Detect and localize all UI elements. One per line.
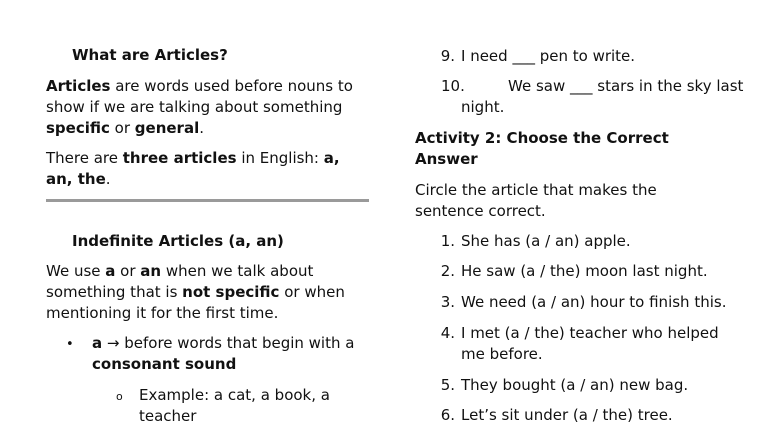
bold-a-bullet: a — [92, 334, 103, 352]
list-number: 6. — [440, 406, 455, 424]
text-span: → before words that begin with a — [102, 334, 355, 352]
paragraph-articles-definition — [46, 76, 376, 139]
bold-consonant-sound: consonant sound — [92, 355, 237, 373]
text-span: when we talk about something that is — [46, 262, 314, 301]
text-span: or when mentioning it for the first time. — [46, 283, 345, 322]
sub-bullet-example: Example: a cat, a book, a teacher — [139, 386, 330, 425]
list-number: 5. — [440, 376, 455, 394]
heading-indefinite-articles: Indefinite Articles (a, an) — [72, 232, 284, 250]
list-item-text: I met (a / the) teacher who helped me before. — [461, 324, 719, 363]
text-span: There are — [46, 149, 123, 167]
paragraph-indefinite-usage — [46, 261, 364, 324]
list-number: 4. — [440, 324, 455, 342]
activity-instruction: Circle the article that makes the sentence correct. — [415, 181, 657, 220]
sub-bullet-circle-icon: o — [116, 390, 123, 403]
list-item-text: I need ___ pen to write. — [461, 47, 636, 65]
text-span: or — [115, 262, 141, 280]
list-number: 2. — [440, 262, 455, 280]
bold-an: an — [140, 262, 162, 280]
list-item-text: She has (a / an) apple. — [461, 232, 631, 250]
bold-specific: specific — [46, 119, 110, 137]
bullet-a-consonant — [92, 333, 372, 375]
list-number: 3. — [440, 293, 455, 311]
paragraph-three-articles — [46, 148, 368, 190]
list-item-text: They bought (a / an) new bag. — [461, 376, 689, 394]
text-span: or — [109, 119, 135, 137]
activity-2-title: Activity 2: Choose the Correct Answer — [415, 129, 669, 168]
text-span: . — [105, 170, 111, 188]
bold-not-specific: not specific — [182, 283, 280, 301]
list-item-text: He saw (a / the) moon last night. — [461, 262, 708, 280]
text-span: . — [199, 119, 204, 137]
list-item-text: Let’s sit under (a / the) tree. — [461, 406, 673, 424]
list-item-text: We saw ___ stars in the sky last night. — [461, 77, 744, 116]
bold-articles: Articles — [46, 77, 111, 95]
bold-three-articles: three articles — [122, 149, 237, 167]
list-number: 10. — [441, 77, 465, 95]
bold-a-an-the: a, an, the — [46, 149, 340, 188]
bullet-dot-icon: • — [66, 337, 74, 352]
bold-a: a — [105, 262, 116, 280]
text-span: We use — [46, 262, 106, 280]
bold-general: general — [134, 119, 200, 137]
text-span: are words used before nouns to show if we are talking about something — [46, 77, 353, 116]
heading-what-are-articles: What are Articles? — [72, 46, 228, 64]
text-span: in English: — [236, 149, 324, 167]
list-number: 1. — [440, 232, 455, 250]
section-divider — [46, 199, 369, 202]
list-number: 9. — [440, 47, 455, 65]
list-item-text: We need (a / an) hour to finish this. — [461, 293, 727, 311]
